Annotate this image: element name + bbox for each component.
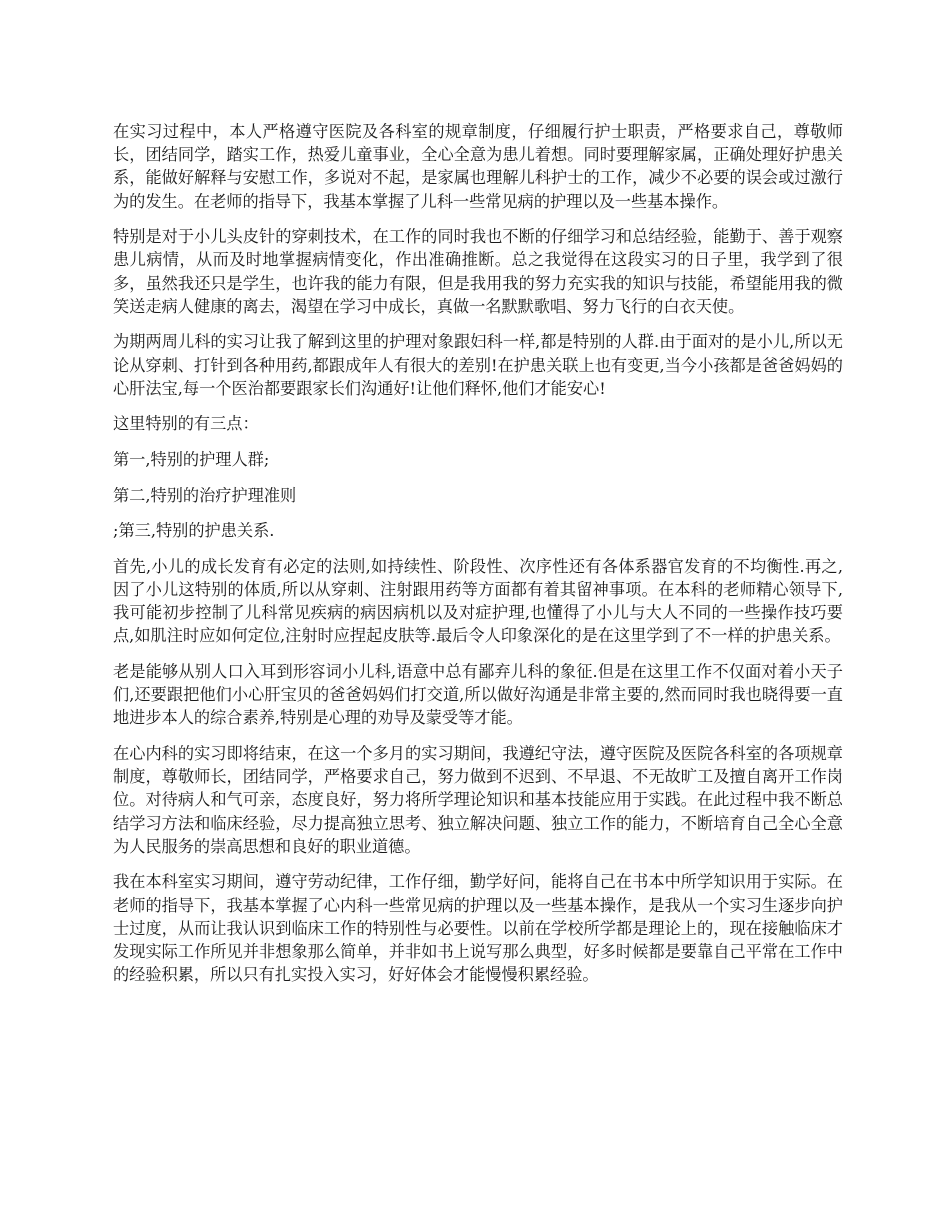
paragraph-2: 特别是对于小儿头皮针的穿刺技术，在工作的同时我也不断的仔细学习和总结经验，能勤于、善于观察患儿病情，从而及时地掌握病情变化，作出准确推断。总之我觉得在这段实习的日子里，我学到了很多，虽然我还只是学生，也许我的能力有限，但是我用我的努力充实我的知识与技能，希望能用我的微笑送走病人健康的离去，渴望在学习中成长，真做一名默默歌唱、努力飞行的白衣天使。 bbox=[113, 227, 843, 316]
paragraph-10: 在心内科的实习即将结束，在这一个多月的实习期间，我遵纪守法，遵守医院及医院各科室的各项规章制度，尊敬师长，团结同学，严格要求自己，努力做到不迟到、不早退、不无故旷工及擅自离开工作岗位。对待病人和气可亲，态度良好，努力将所学理论知识和基本技能应用于实践。在此过程中我不断总结学习方法和临床经验，尽力提高独立思考、独立解决问题、独立工作的能力，不断培育自己全心全意为人民服务的崇高思想和良好的职业道德。 bbox=[113, 743, 843, 856]
paragraph-8: 首先,小儿的成长发育有必定的法则,如持续性、阶段性、次序性还有各体系器官发育的不均衡性.再之,因了小儿这特别的体质,所以从穿刺、注射跟用药等方面都有着其留神事项。在本科的老师精心领导下,我可能初步控制了儿科常见疾病的病因病机以及对症护理,也懂得了小儿与大人不同的一些操作技巧要点,如肌注时应如何定位,注射时应捏起皮肤等.最后令人印象深化的是在这里学到了不一样的护患关系。 bbox=[113, 556, 843, 646]
paragraph-1: 在实习过程中，本人严格遵守医院及各科室的规章制度，仔细履行护士职责，严格要求自己，尊敬师长，团结同学，踏实工作，热爱儿童事业，全心全意为患儿着想。同时要理解家属，正确处理好护患关系，能做好解释与安慰工作，多说对不起，是家属也理解儿科护士的工作，减少不必要的误会或过激行为的发生。在老师的指导下，我基本掌握了儿科一些常见病的护理以及一些基本操作。 bbox=[113, 122, 843, 211]
paragraph-7: ;第三,特别的护患关系. bbox=[113, 521, 275, 541]
paragraph-11: 我在本科室实习期间，遵守劳动纪律，工作仔细，勤学好问，能将自己在书本中所学知识用于实际。在老师的指导下，我基本掌握了心内科一些常见病的护理以及一些基本操作，是我从一个实习生逐步向护士过度，从而让我认识到临床工作的特别性与必要性。以前在学校所学都是理论上的，现在接触临床才发现实际工作所见并非想象那么简单，并非如书上说写那么典型，好多时候都是要靠自己平常在工作中的经验积累，所以只有扎实投入实习，好好体会才能慢慢积累经验。 bbox=[113, 872, 843, 985]
paragraph-3: 为期两周儿科的实习让我了解到这里的护理对象跟妇科一样,都是特别的人群.由于面对的是小儿,所以无论从穿刺、打针到各种用药,都跟成年人有很大的差别!在护患关联上也有变更,当今小孩都是爸爸妈妈的心肝法宝,每一个医治都要跟家长们沟通好!让他们释怀,他们才能安心! bbox=[113, 332, 843, 398]
paragraph-4: 这里特别的有三点： bbox=[113, 414, 259, 434]
paragraph-9: 老是能够从别人口入耳到形容词小儿科,语意中总有鄙弃儿科的象征.但是在这里工作不仅面对着小天子们,还要跟把他们小心肝宝贝的爸爸妈妈们打交道,所以做好沟通是非常主要的,然而同时我也晓得要一直地进步本人的综合素养,特别是心理的劝导及蒙受等才能。 bbox=[113, 661, 843, 728]
paragraph-6: 第二,特别的治疗护理准则 bbox=[113, 485, 297, 505]
document-body bbox=[113, 120, 843, 999]
paragraph-5: 第一,特别的护理人群; bbox=[113, 450, 270, 469]
